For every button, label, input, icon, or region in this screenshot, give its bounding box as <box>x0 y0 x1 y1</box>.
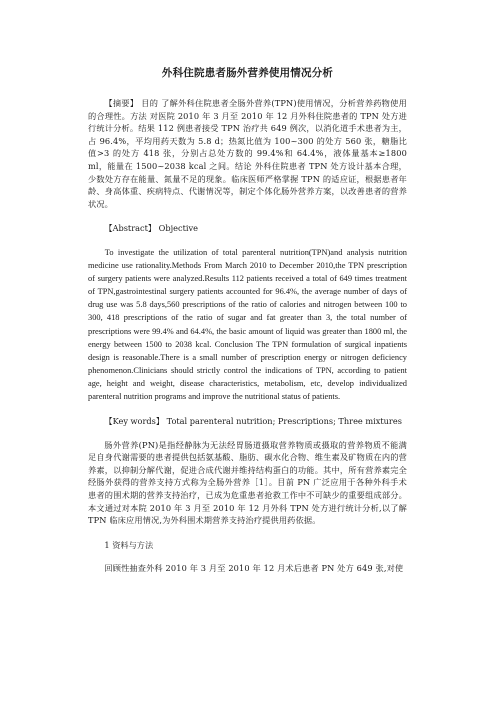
section-paragraph: 回顾性抽查外科 2010 年 3 月至 2010 年 12 月术后患者 PN 处方 649 张,对使 <box>104 563 404 574</box>
section-heading-materials-methods: 1 资料与方法 <box>104 539 154 550</box>
abstract-english-heading: 【Abstract】 Objective <box>104 223 198 234</box>
abstract-chinese: 【摘要】 目的 了解外科住院患者全肠外营养(TPN)使用情况，分析营养药物使用的合理性。方法 对医院 2010 年 3 月至 2010 年 12 月外科住院患者的 TPN 处方进行统计分析。结果 112 例患者接受 TPN 治疗共 649 例次，以消化道手术患者为主，占 96.4%，平均用药天数为 5.8 d；热氮比值为 100~300 的处方 560 张，糖脂比值>3 的处方 418 张，分别占总处方数的 99.4%和 64.4%，液体量基本≥1800 ml，能量在 1500~2038 kcal 之间。结论 外科住院患者 TPN 处方设计基本合理，少数处方存在能量、氮量不足的现象。临床医师严格掌握 TPN 的适应证，根据患者年龄、身高体重、疾病特点、代谢情况等，制定个体化肠外营养方案，以改善患者的营养状况。 <box>88 98 407 209</box>
page-title: 外科住院患者肠外营养使用情况分析 <box>161 67 334 79</box>
abstract-english: To investigate the utilization of total parenteral nutrition(TPN)and analysis nutrition medicine use rationality.Methods From March 2010 to December 2010,the TPN prescription of surgery patients were analyzed.Results 112 patients received a total of 649 times treatment of TPN,gastrointestinal surgery patients accounted for 96.4%, the average number of days of drug use was 5.8 days,560 prescriptions of the ratio of calories and nitrogen between 100 to 300, 418 prescriptions of the ratio of sugar and fat greater than 3, the total number of prescriptions were 99.4% and 64.4%, the basic amount of liquid was greater than 1800 ml, the energy between 1500 to 2038 kcal. Conclusion The TPN formulation of surgical inpatients design is reasonable.There is a small number of prescription energy or nitrogen deficiency phenomenon.Clinicians should strictly control the indications of TPN, according to patient age, height and weight, disease characteristics, metabolism, etc, develop individualized parenteral nutrition programs and improve the nutritional status of patients. <box>88 247 407 401</box>
introduction-paragraph: 肠外营养(PN)是指经静脉为无法经胃肠道摄取营养物质或摄取的营养物质不能满足自身代谢需要的患者提供包括氨基酸、脂肪、碳水化合物、维生素及矿物质在内的营养素，以抑制分解代谢，促进合成代谢并维持结构蛋白的功能。其中，所有营养素完全经肠外获得的营养支持方式称为全肠外营养［1］。目前 PN 广泛应用于各种外科手术患者的围术期的营养支持治疗，已成为危重患者抢救工作中不可缺少的重要组成部分。本文通过对本院 2010 年 3 月至 2010 年 12 月外科 TPN 处方进行统计分析,以了解 TPN 临床应用情况,为外科围术期营养支持治疗提供用药依据。 <box>88 439 407 526</box>
keywords-english: 【Key words】 Total parenteral nutrition; Prescriptions; Three mixtures <box>104 416 402 427</box>
